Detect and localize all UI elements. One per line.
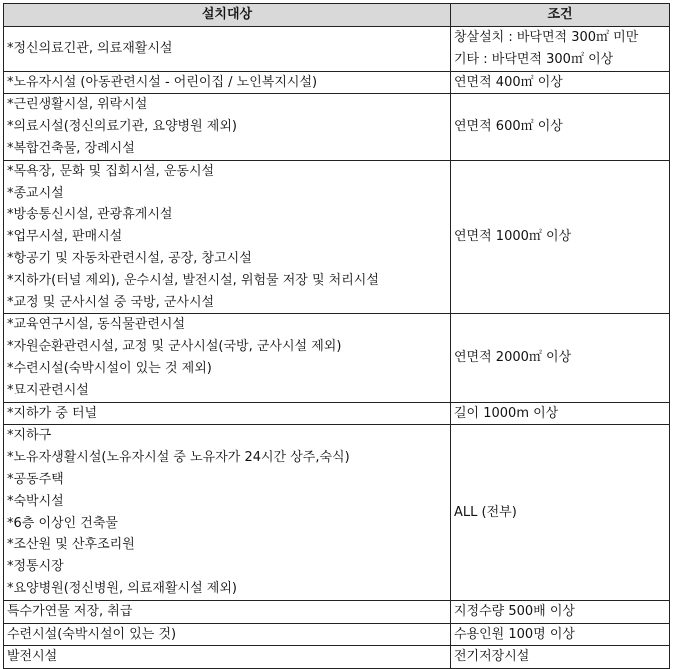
condition-text: 연면적 600㎡ 이상 (454, 119, 563, 135)
table-row (4, 160, 670, 314)
target-item: *목욕장, 문화 및 집회시설, 운동시설 (7, 163, 215, 179)
target-item: *교육연구시설, 동식물관련시설 (7, 317, 186, 333)
target-item: *지하가 중 터널 (7, 405, 98, 421)
target-item: *항공기 및 자동차관련시설, 공장, 창고시설 (7, 250, 252, 266)
condition-text: 연면적 400㎡ 이상 (454, 74, 563, 90)
condition-text: 연면적 1000㎡ 이상 (454, 229, 572, 245)
target-item: *정신의료긴관, 의료재활시설 (7, 40, 173, 56)
target-item: 특수가연물 저장, 취급 (7, 603, 133, 619)
target-cell (4, 600, 451, 623)
condition-text: 연면적 2000㎡ 이상 (454, 350, 572, 366)
target-cell (4, 425, 451, 600)
target-cell (4, 94, 451, 160)
table-row (4, 646, 670, 669)
target-item: *근린생활시설, 위락시설 (7, 97, 148, 113)
installation-conditions-table (3, 3, 670, 669)
target-item: *교정 및 군사시설 중 국방, 군사시설 (7, 294, 215, 310)
target-item: *종교시설 (7, 185, 64, 201)
condition-cell (451, 600, 670, 623)
target-item: *묘지관련시설 (7, 382, 89, 398)
target-item: 발전시설 (7, 649, 58, 665)
condition-cell (451, 623, 670, 646)
condition-cell (451, 71, 670, 94)
target-item: *자원순환관련시설, 교정 및 군사시설(국방, 군사시설 제외) (7, 339, 342, 355)
target-item: *방송통신시설, 관광휴게시설 (7, 207, 173, 223)
header-row (4, 4, 670, 27)
target-item: *6층 이상인 건축물 (7, 515, 118, 531)
table-row (4, 425, 670, 600)
condition-cell (451, 27, 670, 72)
condition-text: 기타 : 바닥면적 300㎡ 이상 (454, 51, 614, 67)
target-cell (4, 27, 451, 72)
condition-text: 전기저장시설 (454, 649, 530, 665)
condition-text: 창살설치 : 바닥면적 300㎡ 미만 (454, 30, 639, 45)
target-item: *조산원 및 산후조리원 (7, 537, 135, 553)
table-row (4, 94, 670, 160)
target-item: *노유자시설 (아동관련시설 - 어린이집 / 노인복지시설) (7, 74, 318, 90)
target-cell (4, 71, 451, 94)
target-item: *업무시설, 판매시설 (7, 229, 123, 245)
table-row (4, 623, 670, 646)
condition-text: ALL (전부) (454, 504, 517, 520)
condition-text: 수용인원 100명 이상 (454, 626, 575, 642)
table-row (4, 600, 670, 623)
target-item: *공동주택 (7, 471, 64, 487)
target-item: *수련시설(숙박시설이 있는 것 제외) (7, 360, 212, 376)
target-item: *노유자생활시설(노유자시설 중 노유자가 24시간 상주,숙식) (7, 450, 350, 466)
header-condition: 조건 (451, 4, 670, 27)
target-item: *지하가(터널 제외), 운수시설, 발전시설, 위험물 저장 및 처리시설 (7, 272, 379, 288)
table-row (4, 314, 670, 402)
target-cell (4, 402, 451, 425)
condition-text: 지정수량 500배 이상 (454, 603, 575, 619)
table-row (4, 402, 670, 425)
condition-cell (451, 425, 670, 600)
condition-cell (451, 646, 670, 669)
table-body (4, 27, 670, 669)
condition-cell (451, 402, 670, 425)
target-cell (4, 646, 451, 669)
header-installation-target: 설치대상 (4, 4, 451, 27)
target-cell (4, 160, 451, 314)
target-item: *복합건축물, 장례시설 (7, 140, 135, 156)
target-item: *정통시장 (7, 559, 64, 575)
condition-cell (451, 314, 670, 402)
target-item: *요양병원(정신병원, 의료재활시설 제외) (7, 580, 237, 596)
target-item: *의료시설(정신의료기관, 요양병원 제외) (7, 119, 237, 135)
condition-cell (451, 160, 670, 314)
table-row (4, 27, 670, 72)
target-item: *지하구 (7, 428, 52, 444)
table-row (4, 71, 670, 94)
condition-text: 길이 1000m 이상 (454, 405, 559, 421)
condition-cell (451, 94, 670, 160)
target-cell (4, 314, 451, 402)
target-item: 수련시설(숙박시설이 있는 것) (7, 626, 177, 642)
target-cell (4, 623, 451, 646)
target-item: *숙박시설 (7, 493, 64, 509)
